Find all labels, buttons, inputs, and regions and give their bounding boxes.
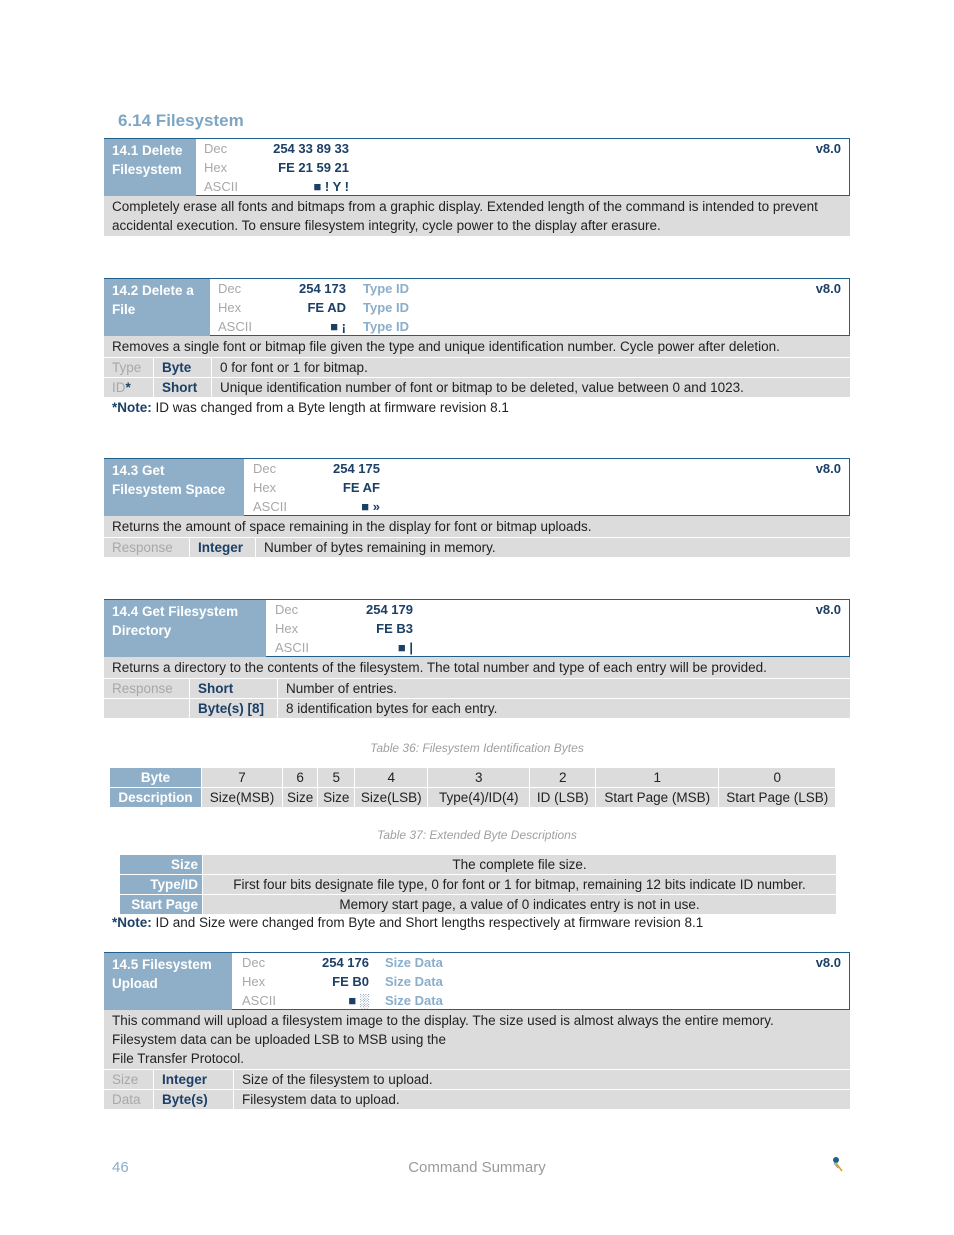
parameter-name	[104, 699, 190, 718]
version-badge: v8.0	[815, 141, 841, 156]
table-cell: Start Page (MSB)	[596, 788, 719, 808]
table-header-cell: Start Page	[120, 895, 203, 915]
parameter-description: Size of the filesystem to upload.	[242, 1072, 433, 1087]
command-description: Completely erase all fonts and bitmaps from a graphic display. Extended length of the command is intended to prevent accidental execution. To ensure filesystem integrity, cycle power to the display after erasure.	[104, 196, 850, 237]
parameter-marker: *	[125, 380, 131, 395]
dec-label: Dec	[253, 461, 277, 476]
ascii-value: ■ »	[361, 499, 380, 514]
ascii-value: ■ ¡	[330, 319, 346, 334]
note-label: *Note:	[112, 915, 152, 930]
table-row	[110, 788, 836, 808]
command-name	[104, 459, 244, 516]
command-name-line1: 14.1 Delete	[112, 143, 183, 158]
command-14-1	[104, 138, 850, 237]
hex-label: Hex	[218, 300, 242, 315]
dec-value: 254 33 89 33	[273, 141, 349, 156]
ascii-label: ASCII	[242, 993, 276, 1008]
dec-value: 254 175	[333, 461, 380, 476]
command-header	[104, 599, 850, 657]
dec-label: Dec	[242, 955, 266, 970]
dec-value: 254 176	[322, 955, 369, 970]
table-cell: 1	[596, 768, 719, 788]
table-cell: ID (LSB)	[530, 788, 596, 808]
command-header	[104, 458, 850, 516]
parameter-type: Integer	[190, 538, 256, 557]
hex-label: Hex	[275, 621, 299, 636]
dec-label: Dec	[275, 602, 299, 617]
hex-value: FE 21 59 21	[278, 160, 349, 175]
table-cell: 7	[202, 768, 283, 788]
argument-label: Size Data	[385, 993, 443, 1008]
command-description: Returns the amount of space remaining in the display for font or bitmap uploads.	[104, 516, 850, 538]
table-cell: First four bits designate file type, 0 for font or 1 for bitmap, remaining 12 bits indicate ID number.	[203, 875, 837, 895]
dec-label: Dec	[218, 281, 242, 296]
table-cell: Start Page (LSB)	[719, 788, 836, 808]
parameter-name: Data	[104, 1090, 154, 1109]
table-36-caption: Table 36: Filesystem Identification Bytes	[370, 741, 584, 755]
parameter-type: Byte	[154, 358, 212, 377]
table-cell: 6	[283, 768, 318, 788]
table-cell: 2	[530, 768, 596, 788]
command-name	[104, 279, 210, 336]
description-line: This command will upload a filesystem image to the display. The size used is almost always the entire memory.	[112, 1013, 774, 1028]
parameter-description: Number of entries.	[286, 681, 398, 696]
table-cell: Size(LSB)	[355, 788, 428, 808]
command-description	[104, 1010, 850, 1070]
table-37-caption: Table 37: Extended Byte Descriptions	[377, 828, 577, 842]
table-row	[110, 768, 836, 788]
table-row	[120, 855, 837, 875]
ascii-value: ■ ░	[348, 993, 369, 1008]
command-14-3	[104, 458, 850, 558]
table-cell: Size	[318, 788, 355, 808]
command-name-line2: Filesystem Space	[112, 482, 226, 497]
table-cell: Size(MSB)	[202, 788, 283, 808]
parameter-name: Response	[104, 679, 190, 698]
parameter-row	[104, 679, 850, 699]
argument-label: Type ID	[363, 319, 409, 334]
hex-value: FE AD	[307, 300, 346, 315]
note-text: ID and Size were changed from Byte and Short lengths respectively at firmware revision 8.1	[151, 915, 704, 930]
argument-label: Size Data	[385, 955, 443, 970]
version-badge: v8.0	[815, 955, 841, 970]
ascii-label: ASCII	[253, 499, 287, 514]
description-line: Filesystem data can be uploaded LSB to MSB using the	[112, 1032, 446, 1047]
hex-value: FE B3	[376, 621, 413, 636]
dec-label: Dec	[204, 141, 228, 156]
parameter-description: Filesystem data to upload.	[242, 1092, 400, 1107]
command-header	[104, 278, 850, 336]
ascii-label: ASCII	[275, 640, 309, 655]
parameter-description: Number of bytes remaining in memory.	[264, 540, 496, 555]
hex-label: Hex	[253, 480, 277, 495]
command-name-line2: File	[112, 302, 136, 317]
command-description: Returns a directory to the contents of the filesystem. The total number and type of each entry will be provided.	[104, 657, 850, 679]
parameter-name: ID	[112, 380, 126, 395]
parameter-row	[104, 538, 850, 558]
table-row	[120, 895, 837, 915]
parameter-type: Byte(s) [8]	[190, 699, 278, 718]
table-header-cell: Byte	[110, 768, 202, 788]
command-name	[104, 953, 232, 1010]
parameter-row	[104, 699, 850, 719]
parameter-description: Unique identification number of font or bitmap to be deleted, value between 0 and 1023.	[220, 380, 744, 395]
hex-value: FE AF	[342, 480, 380, 495]
command-name-line2: Upload	[112, 976, 158, 991]
table-cell: 5	[318, 768, 355, 788]
table-37	[119, 854, 837, 915]
note-text: ID was changed from a Byte length at firmware revision 8.1	[151, 400, 509, 415]
parameter-type: Byte(s)	[154, 1090, 234, 1109]
table-header-cell: Description	[110, 788, 202, 808]
hex-value: FE B0	[332, 974, 369, 989]
table-cell: The complete file size.	[203, 855, 837, 875]
parameter-type: Integer	[154, 1070, 234, 1089]
footer-title: Command Summary	[408, 1159, 546, 1176]
revision-note	[112, 915, 703, 930]
command-name-line1: 14.5 Filesystem	[112, 957, 212, 972]
parameter-type: Short	[154, 378, 212, 397]
note-label: *Note:	[112, 400, 152, 415]
command-name-line1: 14.2 Delete a	[112, 283, 194, 298]
table-cell: Size	[283, 788, 318, 808]
ascii-value: ■ ! Y !	[313, 179, 349, 194]
command-name	[104, 600, 266, 657]
command-name	[104, 139, 196, 196]
parameter-name-cell	[104, 378, 154, 397]
company-logo-icon	[830, 1156, 844, 1172]
command-14-4	[104, 599, 850, 719]
command-14-2	[104, 278, 850, 398]
parameter-row	[104, 1090, 850, 1110]
table-cell: 4	[355, 768, 428, 788]
parameter-row	[104, 1070, 850, 1090]
version-badge: v8.0	[815, 281, 841, 296]
command-name-line2: Directory	[112, 623, 172, 638]
table-cell: 0	[719, 768, 836, 788]
ascii-value: ■ |	[397, 640, 413, 655]
ascii-label: ASCII	[218, 319, 252, 334]
command-14-5	[104, 952, 850, 1110]
table-cell: 3	[428, 768, 530, 788]
command-name-line2: Filesystem	[112, 162, 182, 177]
version-badge: v8.0	[815, 461, 841, 476]
command-name-line1: 14.3 Get	[112, 463, 165, 478]
dec-value: 254 173	[299, 281, 346, 296]
parameter-row	[104, 378, 850, 398]
parameter-name: Type	[104, 358, 154, 377]
parameter-name: Size	[104, 1070, 154, 1089]
section-title: 6.14 Filesystem	[118, 111, 244, 130]
ascii-label: ASCII	[204, 179, 238, 194]
table-header-cell: Type/ID	[120, 875, 203, 895]
description-line: File Transfer Protocol.	[112, 1051, 245, 1066]
table-36	[109, 767, 836, 808]
parameter-row	[104, 358, 850, 378]
parameter-description: 8 identification bytes for each entry.	[286, 701, 498, 716]
parameter-type: Short	[190, 679, 278, 698]
command-header	[104, 138, 850, 196]
version-badge: v8.0	[815, 602, 841, 617]
hex-label: Hex	[242, 974, 266, 989]
table-cell: Type(4)/ID(4)	[428, 788, 530, 808]
argument-label: Type ID	[363, 300, 409, 315]
table-cell: Memory start page, a value of 0 indicates entry is not in use.	[203, 895, 837, 915]
revision-note	[112, 400, 509, 415]
argument-label: Type ID	[363, 281, 409, 296]
command-description: Removes a single font or bitmap file given the type and unique identification number. Cycle power after deletion.	[104, 336, 850, 358]
argument-label: Size Data	[385, 974, 443, 989]
parameter-description: 0 for font or 1 for bitmap.	[220, 360, 368, 375]
dec-value: 254 179	[366, 602, 413, 617]
page-number: 46	[112, 1159, 129, 1176]
hex-label: Hex	[204, 160, 228, 175]
command-header	[104, 952, 850, 1010]
parameter-name: Response	[104, 538, 190, 557]
command-name-line1: 14.4 Get Filesystem	[112, 604, 239, 619]
table-row	[120, 875, 837, 895]
table-header-cell: Size	[120, 855, 203, 875]
